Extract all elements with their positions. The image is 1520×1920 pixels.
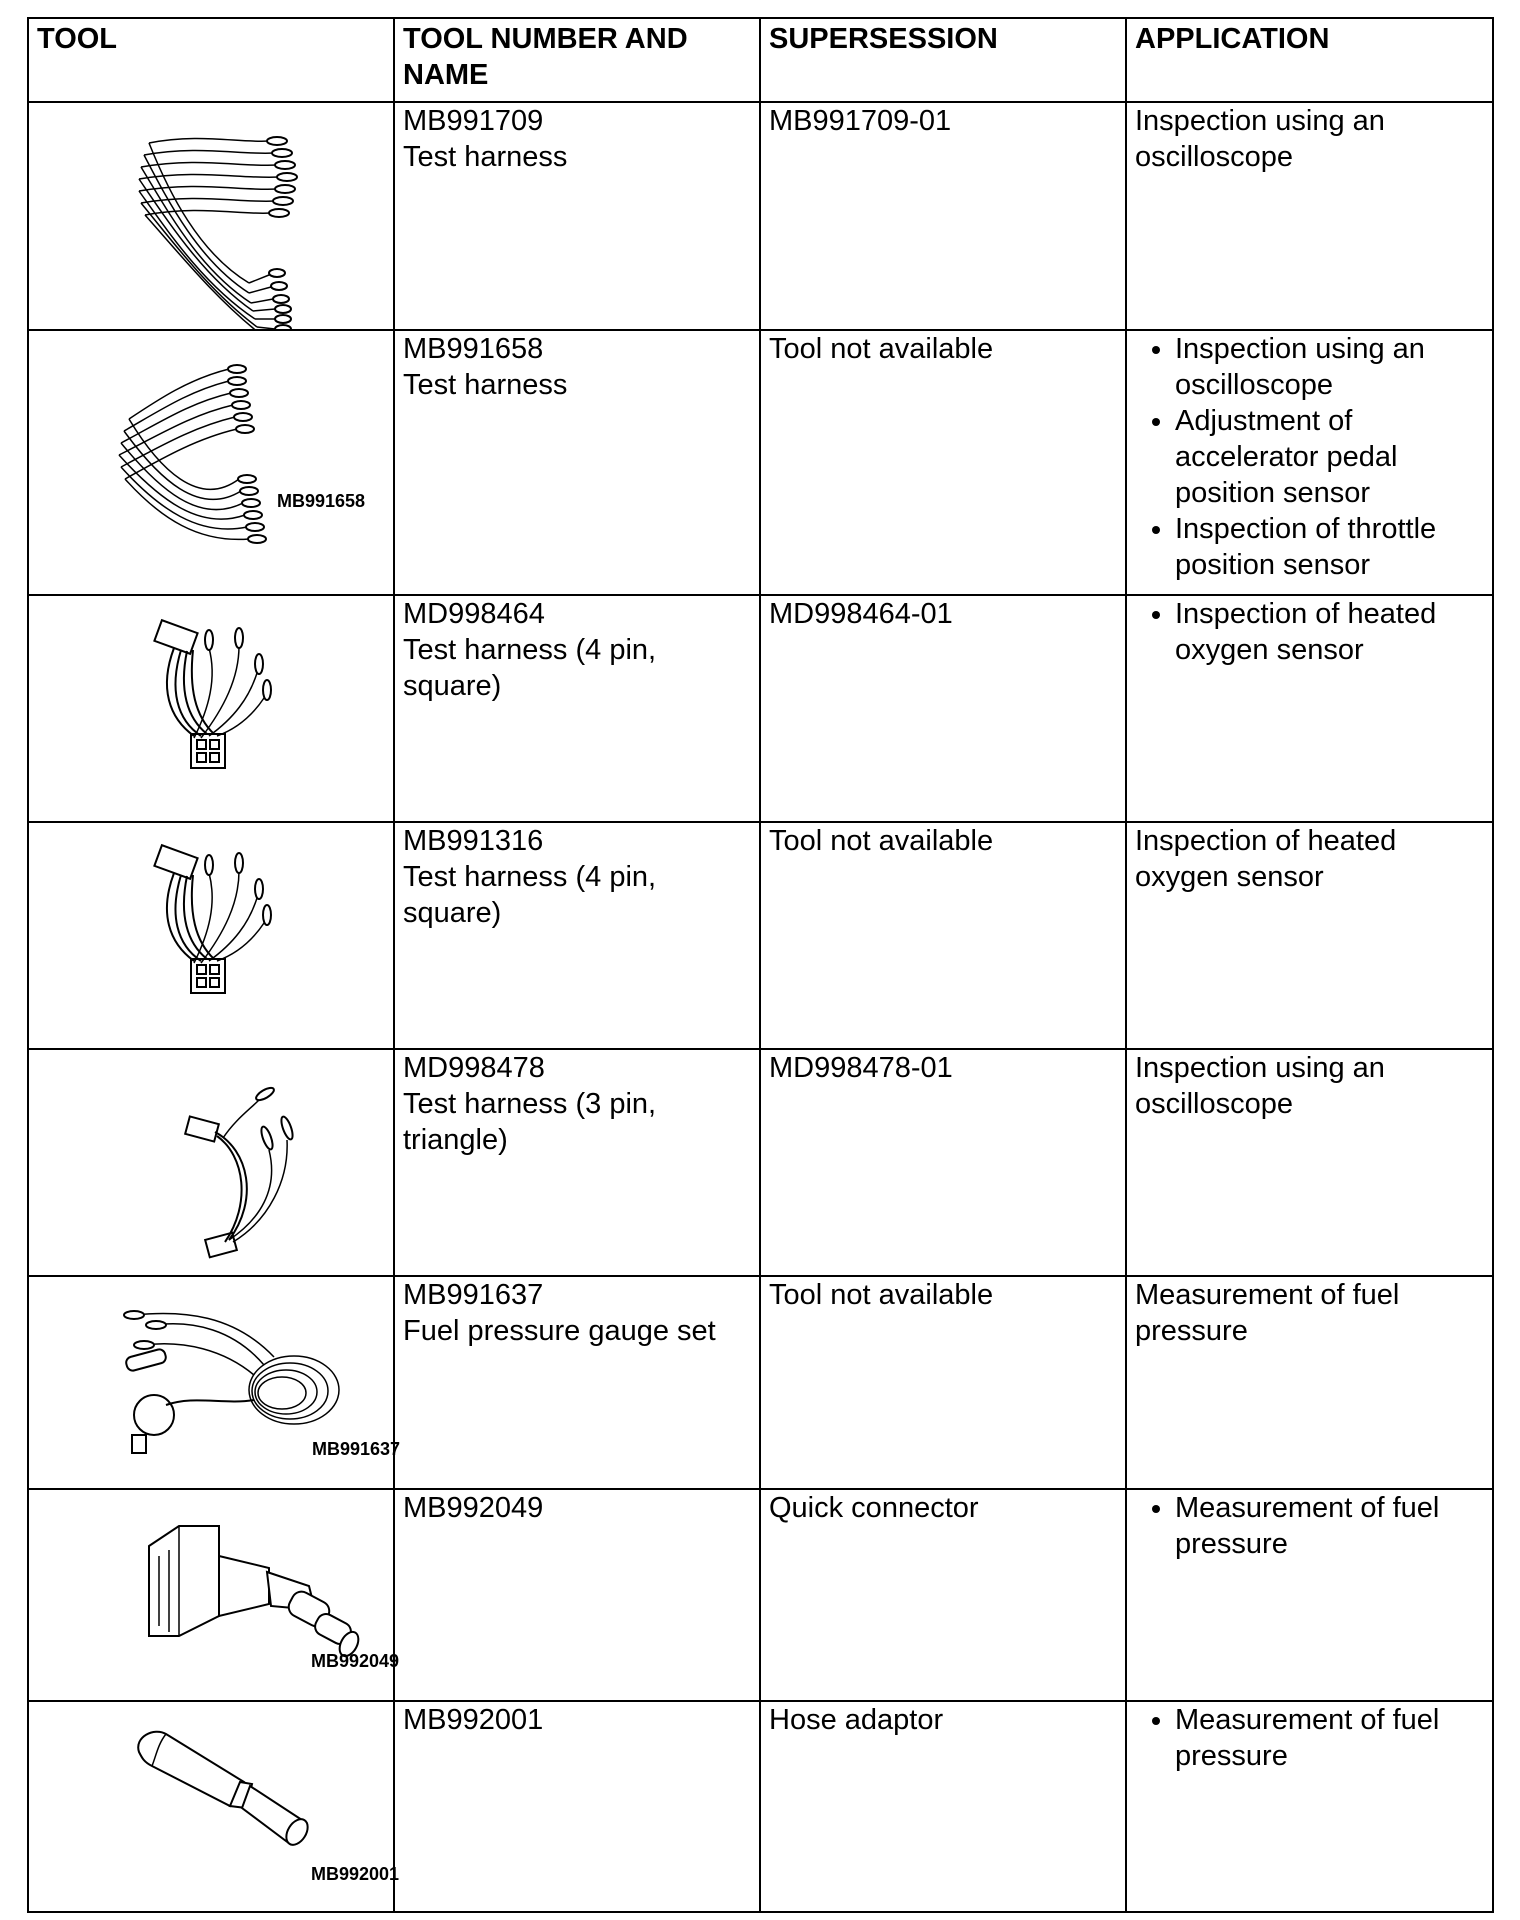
table-row: [28, 102, 1493, 330]
supersession-cell: MD998464-01: [760, 595, 1126, 822]
application-item: • Inspection of heated oxygen sensor: [1175, 596, 1484, 668]
tool-number-name-cell: [394, 102, 760, 330]
tool-illustration-cell: [28, 330, 394, 595]
tool-illustration-cell: [28, 1049, 394, 1276]
application-text: Inspection of heated oxygen sensor: [1135, 825, 1397, 893]
header-supersession: SUPERSESSION: [760, 18, 1126, 102]
tool-number: MB992049: [403, 1492, 544, 1524]
tool-name: Test harness: [403, 369, 568, 401]
tool-name: Test harness (4 pin, square): [403, 861, 657, 929]
table-row: [28, 1701, 1493, 1912]
supersession-cell: Hose adaptor: [760, 1701, 1126, 1912]
supersession-cell: Tool not available: [760, 822, 1126, 1049]
application-cell: [1126, 1489, 1493, 1701]
supersession-cell: Quick connector: [760, 1489, 1126, 1701]
supersession-cell: Tool not available: [760, 330, 1126, 595]
application-item: • Measurement of fuel pressure: [1175, 1490, 1484, 1562]
tool-number-name-cell: [394, 1489, 760, 1701]
tool-name: Fuel pressure gauge set: [403, 1315, 716, 1347]
application-list: [1135, 1490, 1484, 1562]
tool-number: MB991637: [403, 1279, 544, 1311]
tool-illustration-cell: [28, 102, 394, 330]
table-row: [28, 1489, 1493, 1701]
tool-number-name-cell: [394, 1276, 760, 1489]
tool-number: MB991709: [403, 105, 544, 137]
tool-number-name-cell: [394, 595, 760, 822]
tool-number-name-cell: [394, 330, 760, 595]
table-row: [28, 595, 1493, 822]
tool-illustration-cell: [28, 1276, 401, 1489]
application-list: [1135, 1702, 1484, 1774]
square-4pin-harness-illustration: [29, 823, 395, 1048]
header-row: [28, 18, 1493, 102]
tool-name: Test harness (3 pin, triangle): [403, 1088, 657, 1156]
header-tool: TOOL: [28, 18, 394, 102]
special-tools-table: [27, 17, 1494, 1913]
tool-number: MD998478: [403, 1052, 545, 1084]
supersession-cell: MB991709-01: [760, 102, 1126, 330]
application-list: [1135, 596, 1484, 668]
table-row: [28, 1276, 1493, 1489]
application-item: • Measurement of fuel pressure: [1175, 1702, 1484, 1774]
tool-name: Test harness (4 pin, square): [403, 634, 657, 702]
application-text: Measurement of fuel pressure: [1135, 1279, 1400, 1347]
figure-label: MB991637: [312, 1439, 401, 1459]
table-row: [28, 1049, 1493, 1276]
tool-illustration-cell: [28, 822, 394, 1049]
test-harness-clips-illustration: [29, 331, 395, 594]
application-item: • Adjustment of accelerator pedal position sensor: [1175, 403, 1484, 511]
table-row: [28, 330, 1493, 595]
application-cell: [1126, 1276, 1493, 1489]
table-row: [28, 822, 1493, 1049]
application-item: • Inspection using an oscilloscope: [1175, 331, 1484, 403]
tool-number-name-cell: [394, 1701, 760, 1912]
tool-illustration-cell: [28, 1701, 400, 1912]
tool-name: Test harness: [403, 141, 568, 173]
application-item: • Inspection of throttle position sensor: [1175, 511, 1484, 583]
tool-number-name-cell: [394, 1049, 760, 1276]
application-cell: [1126, 102, 1493, 330]
application-cell: [1126, 330, 1493, 595]
figure-label: MB991658: [277, 491, 366, 511]
square-4pin-harness-illustration: [29, 596, 395, 821]
tool-number: MD998464: [403, 598, 545, 630]
header-tool-number-and-name: TOOL NUMBER AND NAME: [394, 18, 760, 102]
application-text: Inspection using an oscilloscope: [1135, 1052, 1385, 1120]
application-list: [1135, 331, 1484, 583]
supersession-cell: Tool not available: [760, 1276, 1126, 1489]
triangle-3pin-harness-illustration: [29, 1050, 395, 1275]
figure-label: MB992049: [311, 1651, 400, 1671]
supersession-cell: MD998478-01: [760, 1049, 1126, 1276]
application-text: Inspection using an oscilloscope: [1135, 105, 1385, 173]
header-application: APPLICATION: [1126, 18, 1493, 102]
tool-illustration-cell: [28, 595, 394, 822]
application-cell: [1126, 1049, 1493, 1276]
application-cell: [1126, 1701, 1493, 1912]
tool-number: MB992001: [403, 1704, 544, 1736]
tool-number-name-cell: [394, 822, 760, 1049]
application-cell: [1126, 822, 1493, 1049]
figure-label: MB992001: [311, 1864, 400, 1884]
tool-number: MB991316: [403, 825, 544, 857]
tool-number: MB991658: [403, 333, 544, 365]
application-cell: [1126, 595, 1493, 822]
tool-illustration-cell: [28, 1489, 400, 1701]
test-harness-clips-illustration: [29, 103, 395, 329]
